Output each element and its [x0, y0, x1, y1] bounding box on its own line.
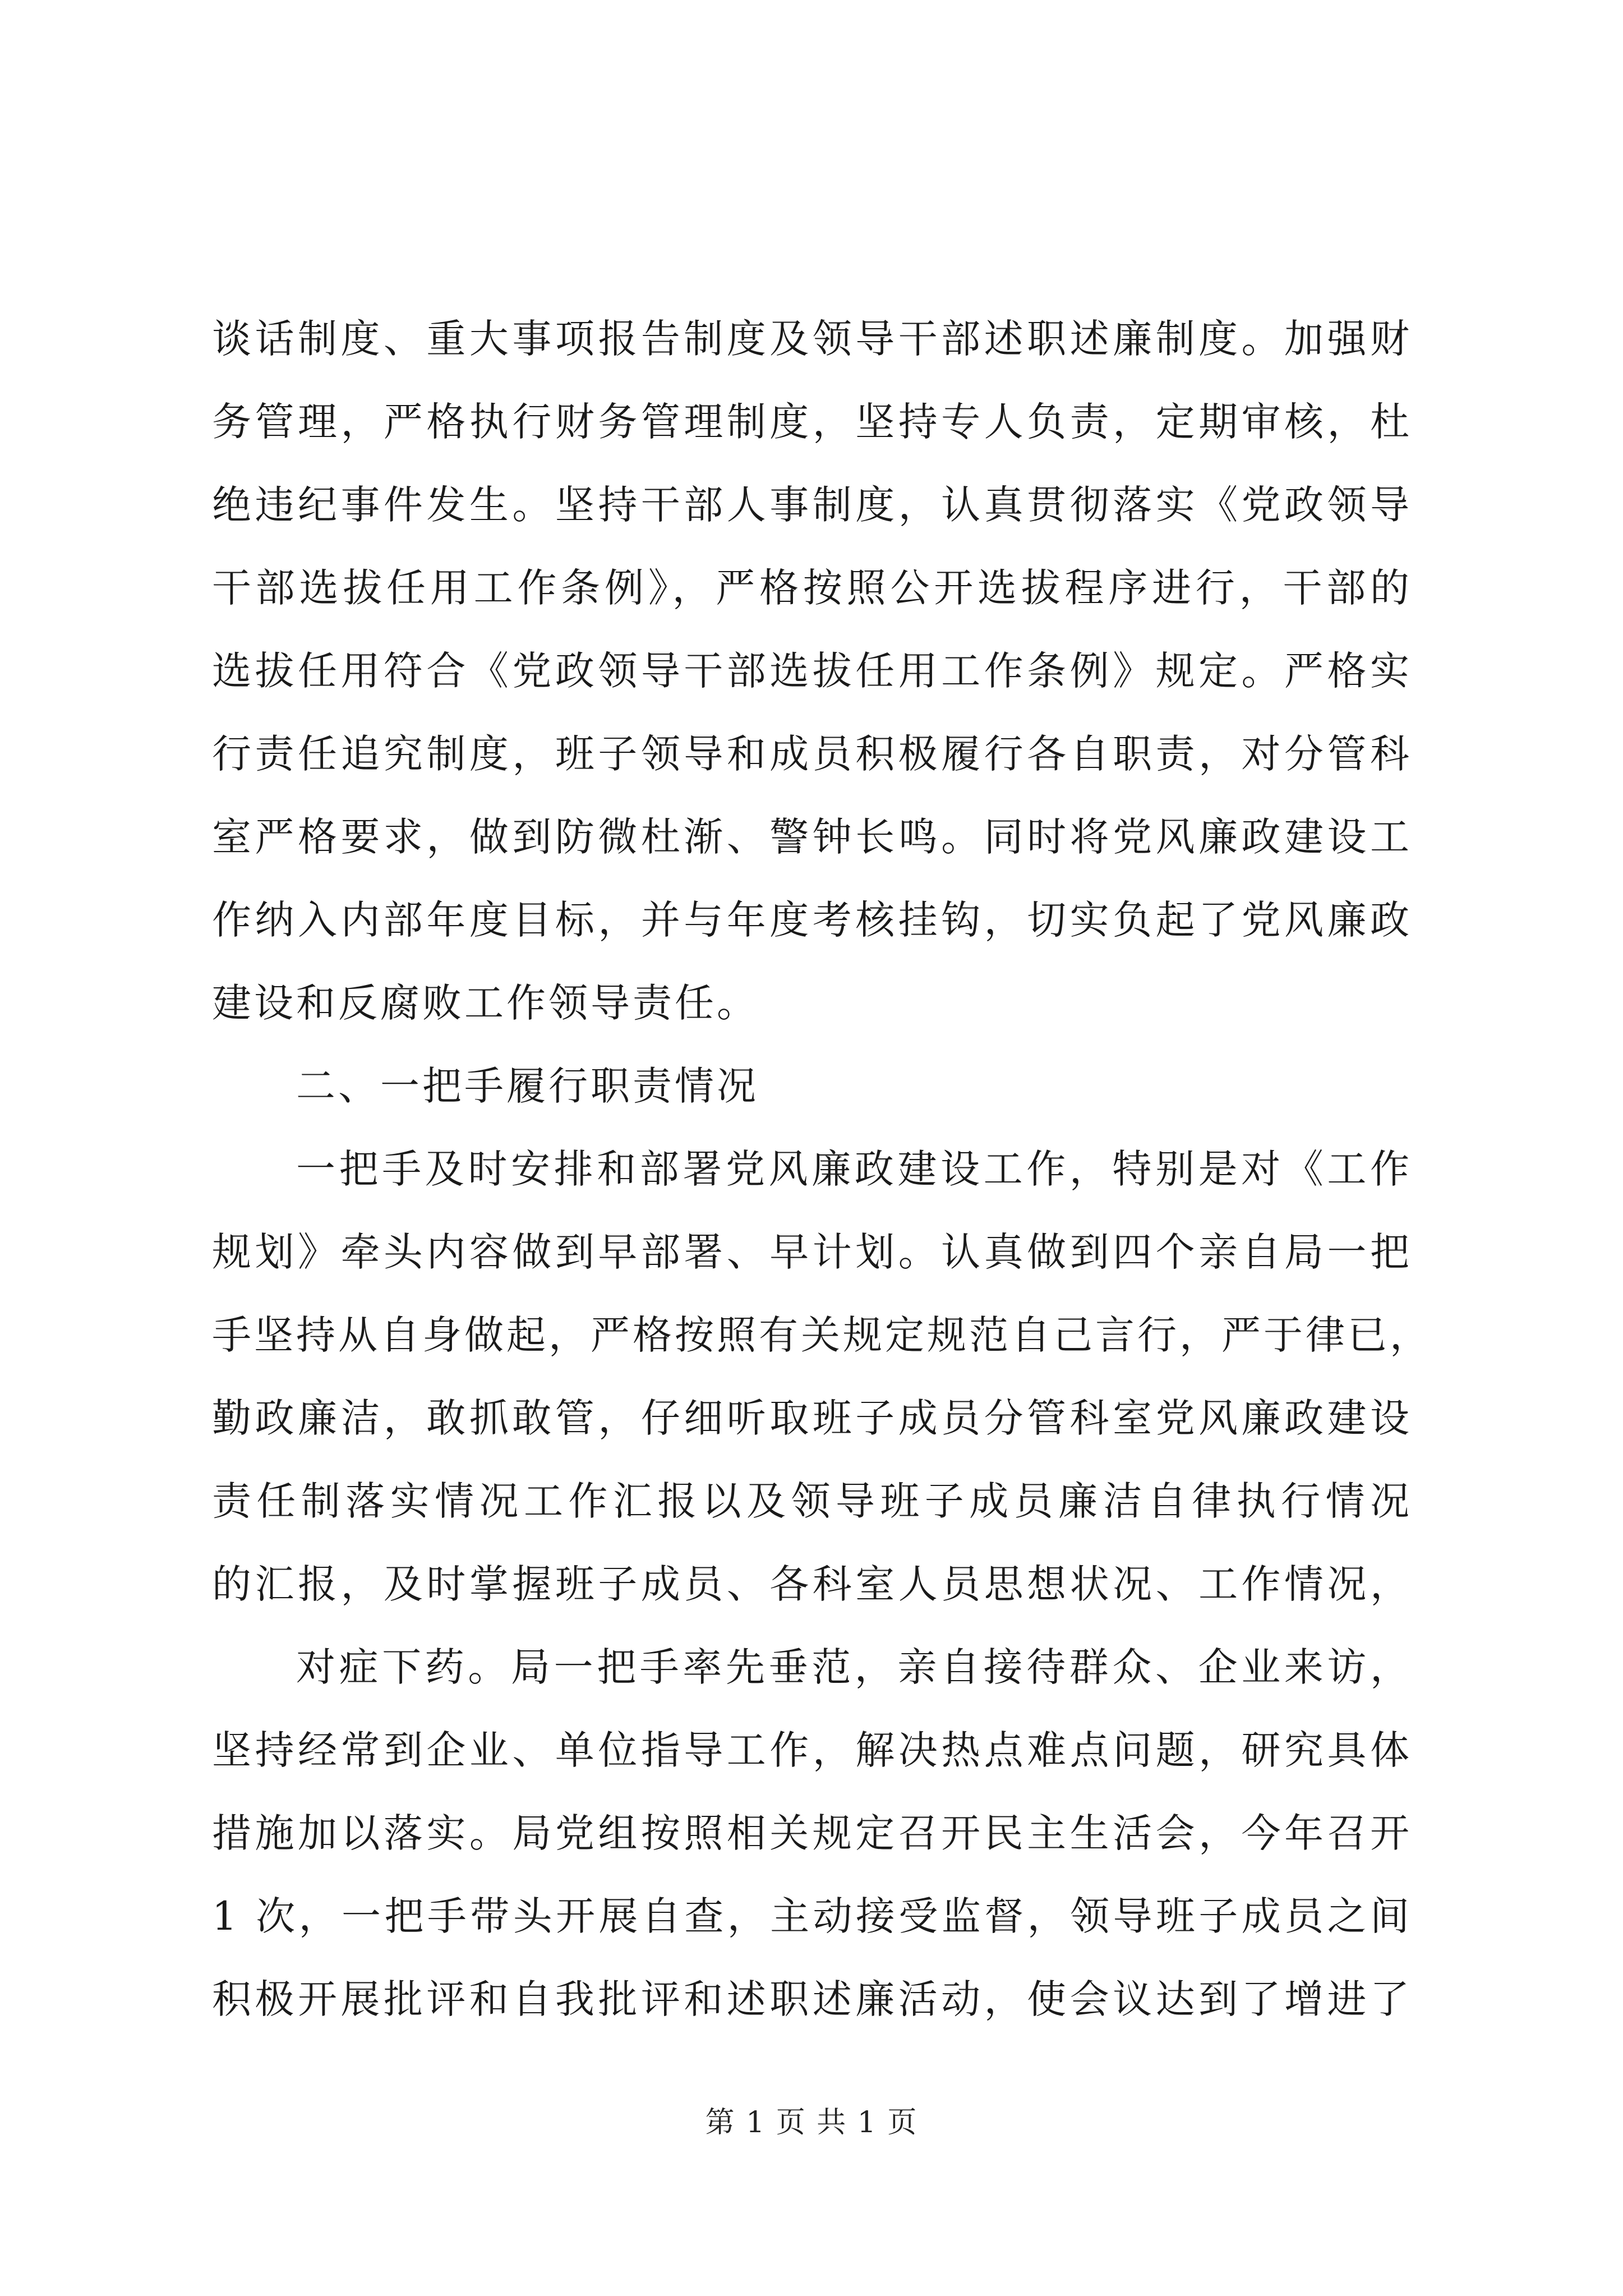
text-line: 勤政廉洁，敢抓敢管，仔细听取班子成员分管科室党风廉政建设: [212, 1395, 1412, 1441]
page-footer: 第 1 页 共 1 页: [705, 2106, 918, 2139]
paragraph-first-line: 一把手及时安排和部署党风廉政建设工作，特别是对《工作: [296, 1146, 1412, 1192]
text-line: 措施加以落实。局党组按照相关规定召开民主生活会，今年召开: [212, 1810, 1412, 1856]
paragraph-first-line: 对症下药。局一把手率先垂范，亲自接待群众、企业来访，: [296, 1644, 1412, 1690]
text-line: 选拔任用符合《党政领导干部选拔任用工作条例》规定。严格实: [212, 648, 1412, 694]
text-line: 积极开展批评和自我批评和述职述廉活动，使会议达到了增进了: [212, 1976, 1412, 2022]
text-line: 的汇报，及时掌握班子成员、各科室人员思想状况、工作情况，: [212, 1561, 1412, 1607]
text-line: 务管理，严格执行财务管理制度，坚持专人负责，定期审核，杜: [212, 399, 1412, 445]
text-line: 作纳入内部年度目标，并与年度考核挂钩，切实负起了党风廉政: [212, 897, 1412, 943]
text-line: 坚持经常到企业、单位指导工作，解决热点难点问题，研究具体: [212, 1727, 1412, 1773]
text-line: 建设和反腐败工作领导责任。: [212, 980, 759, 1026]
text-line: 谈话制度、重大事项报告制度及领导干部述职述廉制度。加强财: [212, 316, 1412, 362]
text-line: 室严格要求，做到防微杜渐、警钟长鸣。同时将党风廉政建设工: [212, 814, 1412, 860]
text-line: 干部选拔任用工作条例》，严格按照公开选拔程序进行，干部的: [212, 565, 1412, 611]
section-heading: 二、一把手履行职责情况: [296, 1063, 759, 1109]
text-line: 手坚持从自身做起，严格按照有关规定规范自己言行，严于律已，: [212, 1312, 1432, 1358]
text-line: 责任制落实情况工作汇报以及领导班子成员廉洁自律执行情况: [212, 1478, 1412, 1524]
text-line: 行责任追究制度，班子领导和成员积极履行各自职责，对分管科: [212, 731, 1412, 777]
text-line: 规划》牵头内容做到早部署、早计划。认真做到四个亲自局一把: [212, 1229, 1412, 1275]
document-body: [212, 297, 1432, 2041]
text-line: 1 次，一把手带头开展自查，主动接受监督，领导班子成员之间: [212, 1893, 1412, 1939]
text-line: 绝违纪事件发生。坚持干部人事制度，认真贯彻落实《党政领导: [212, 482, 1412, 528]
